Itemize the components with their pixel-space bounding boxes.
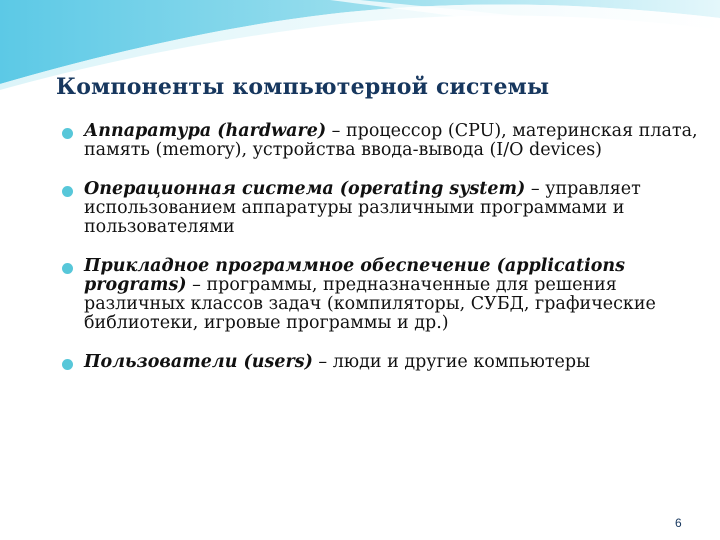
bullet-marker-icon <box>62 263 73 274</box>
slide-title: Компоненты компьютерной системы <box>56 74 550 100</box>
bullet-text: – процессор (CPU), материнская плата, память (memory), устройства ввода-вывода (I/O devices) <box>84 121 698 160</box>
page-number: 6 <box>675 516 682 530</box>
bullet-text: – программы, предназначенные для решения различных классов задач (компиляторы, СУБД, графические библиотеки, игровые программы и др.) <box>84 275 656 333</box>
bullet-marker-icon <box>62 359 73 370</box>
bullet-text: – управляет использованием аппаратуры различными программами и пользователями <box>84 179 641 237</box>
bullet-list <box>62 122 702 372</box>
bullet-item-hardware <box>62 122 702 160</box>
bullet-term: Операционная система (operating system) <box>84 179 526 199</box>
bullet-marker-icon <box>62 186 73 197</box>
bullet-marker-icon <box>62 128 73 139</box>
bullet-term: Прикладное программное обеспечение (applications programs) <box>84 256 625 295</box>
bullet-item-users <box>62 353 702 372</box>
bullet-term: Аппаратура (hardware) <box>84 121 327 141</box>
bullet-term: Пользователи (users) <box>84 352 313 372</box>
bullet-text: – люди и другие компьютеры <box>312 352 591 372</box>
bullet-item-operating-system <box>62 180 702 237</box>
bullet-item-applications <box>62 257 702 333</box>
